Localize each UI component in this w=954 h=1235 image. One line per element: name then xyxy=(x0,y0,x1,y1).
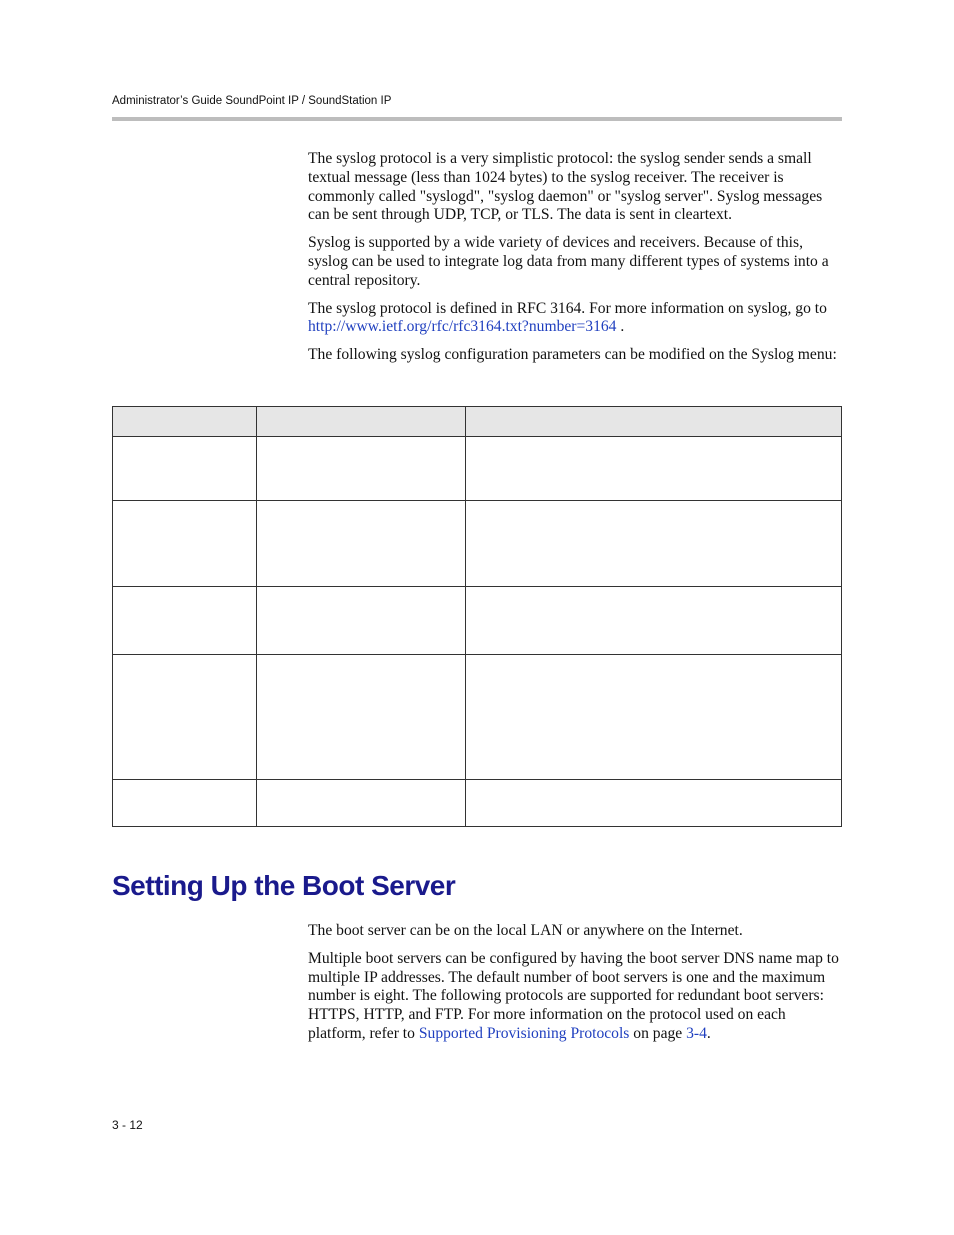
intro-paragraph-1: The syslog protocol is a very simplistic protocol: the syslog sender sends a small textual message (less than 1024 bytes) to the syslog receiver. The receiver is commonly called "syslogd", "syslog daemon" or "syslog server". Syslog messages can be sent through UDP, TCP, or TLS. The data is sent in cleartext. xyxy=(308,150,823,224)
boot-paragraph-2 xyxy=(308,950,844,1044)
intro-paragraph-3 xyxy=(308,300,844,338)
table-cell xyxy=(256,655,465,780)
table-row xyxy=(113,780,842,827)
table-cell xyxy=(256,437,465,501)
table-row xyxy=(113,501,842,587)
table-cell xyxy=(256,780,465,827)
boot-paragraph-1: The boot server can be on the local LAN or anywhere on the Internet. xyxy=(308,922,743,939)
running-header: Administrator’s Guide SoundPoint IP / SoundStation IP xyxy=(112,95,392,107)
table-header-cell xyxy=(465,407,842,437)
boot-server-body xyxy=(308,922,844,1053)
table-cell xyxy=(113,501,257,587)
table-cell xyxy=(113,437,257,501)
table-header-cell xyxy=(256,407,465,437)
table-cell xyxy=(256,587,465,655)
table-cell xyxy=(465,501,842,587)
syslog-intro xyxy=(308,150,844,374)
boot-paragraph-2-end: . xyxy=(706,1024,711,1042)
page-ref-link[interactable]: 3-4 xyxy=(686,1024,707,1042)
table-cell xyxy=(465,587,842,655)
table-cell xyxy=(465,780,842,827)
table-row xyxy=(113,587,842,655)
table-row xyxy=(113,437,842,501)
header-rule xyxy=(112,117,842,121)
page-number: 3 - 12 xyxy=(112,1118,143,1132)
intro-paragraph-3-text: The syslog protocol is defined in RFC 3164. For more information on syslog, go to xyxy=(308,299,827,317)
table-cell xyxy=(113,655,257,780)
boot-paragraph-2-text: Multiple boot servers can be configured by having the boot server DNS name map to multiple IP addresses. The default number of boot servers is one and the maximum number is eight. The following protocols are supported for redundant boot servers: HTTPS, HTTP, and FTP. For more information on the protocol used on each platform, refer to xyxy=(308,949,839,1042)
table-header-row xyxy=(113,407,842,437)
table-cell xyxy=(113,780,257,827)
rfc3164-link[interactable]: http://www.ietf.org/rfc/rfc3164.txt?number=3164 xyxy=(308,318,617,336)
supported-protocols-link[interactable]: Supported Provisioning Protocols xyxy=(418,1024,630,1042)
intro-paragraph-4: The following syslog configuration parameters can be modified on the Syslog menu: xyxy=(308,346,837,364)
section-heading: Setting Up the Boot Server xyxy=(112,870,456,901)
table-cell xyxy=(465,655,842,780)
table-header-cell xyxy=(113,407,257,437)
table-row xyxy=(113,655,842,780)
intro-paragraph-3-end: . xyxy=(616,318,625,336)
table-cell xyxy=(465,437,842,501)
table-cell xyxy=(113,587,257,655)
boot-paragraph-2-mid: on page xyxy=(629,1024,687,1042)
table-cell xyxy=(256,501,465,587)
syslog-parameters-table xyxy=(112,406,842,827)
intro-paragraph-2: Syslog is supported by a wide variety of devices and receivers. Because of this, syslog can be used to integrate log data from many different types of systems into a central repository. xyxy=(308,234,829,289)
